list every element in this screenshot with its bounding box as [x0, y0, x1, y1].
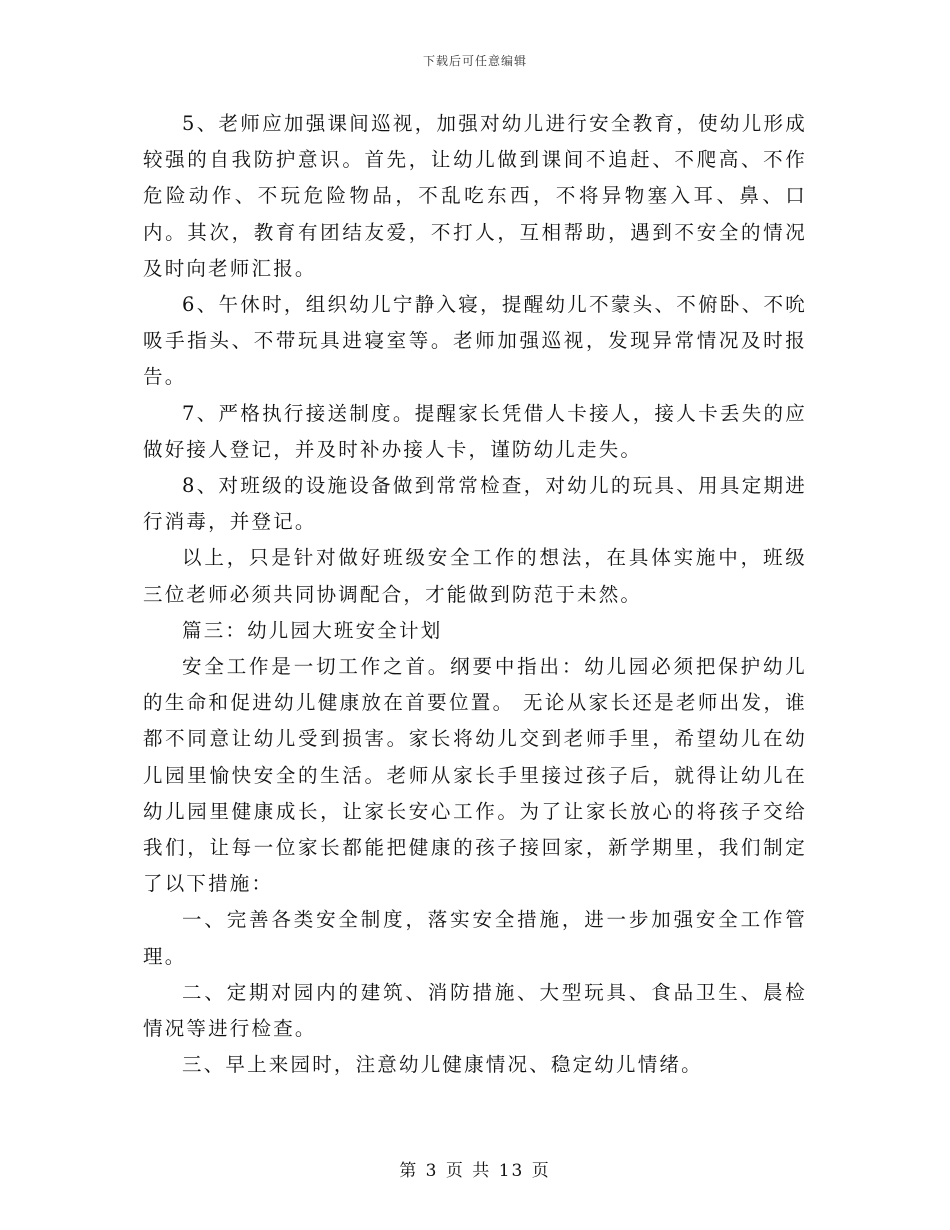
document-body — [143, 106, 807, 1083]
measure-item-3: 三、早上来园时，注意幼儿健康情况、稳定幼儿情绪。 — [182, 1053, 703, 1077]
measure-item-1: 一、完善各类安全制度，落实安全措施，进一步加强安全工作管理。 — [143, 908, 807, 968]
paragraph-item-7: 7、严格执行接送制度。提醒家长凭借人卡接人，接人卡丢失的应做好接人登记，并及时补办接人卡，谨防幼儿走失。 — [143, 401, 807, 461]
paragraph-item-8: 8、对班级的设施设备做到常常检查，对幼儿的玩具、用具定期进行消毒，并登记。 — [143, 474, 807, 534]
page-header: 下载后可任意编辑 — [422, 54, 527, 68]
paragraph-summary: 以上，只是针对做好班级安全工作的想法，在具体实施中，班级三位老师必须共同协调配合，才能做到防范于未然。 — [143, 546, 807, 606]
paragraph-item-6: 6、午休时，组织幼儿宁静入寝，提醒幼儿不蒙头、不俯卧、不吮吸手指头、不带玩具进寝室等。老师加强巡视，发现异常情况及时报告。 — [143, 293, 807, 389]
section-heading: 篇三：幼儿园大班安全计划 — [182, 618, 443, 642]
measure-item-2: 二、定期对园内的建筑、消防措施、大型玩具、食品卫生、晨检情况等进行检查。 — [143, 980, 807, 1041]
paragraph-intro: 安全工作是一切工作之首。纲要中指出：幼儿园必须把保护幼儿的生命和促进幼儿健康放在首要位置。 无论从家长还是老师出发，谁都不同意让幼儿受到损害。家长将幼儿交到老师手里，希望幼儿在幼儿园里愉快安全的生活。老师从家长手里接过孩子后，就得让幼儿在幼儿园里健康成长，让家长安心工作。为了让家长放心的将孩子交给我们，让每一位家长都能把健康的孩子接回家，新学期里，我们制定了以下措施： — [143, 655, 807, 896]
page-number-footer: 第 3 页 共 13 页 — [399, 1161, 551, 1181]
paragraph-item-5: 5、老师应加强课间巡视，加强对幼儿进行安全教育，使幼儿形成较强的自我防护意识。首先，让幼儿做到课间不追赶、不爬高、不作危险动作、不玩危险物品，不乱吃东西，不将异物塞入耳、鼻、口内。其次，教育有团结友爱，不打人，互相帮助，遇到不安全的情况及时向老师汇报。 — [143, 112, 807, 280]
